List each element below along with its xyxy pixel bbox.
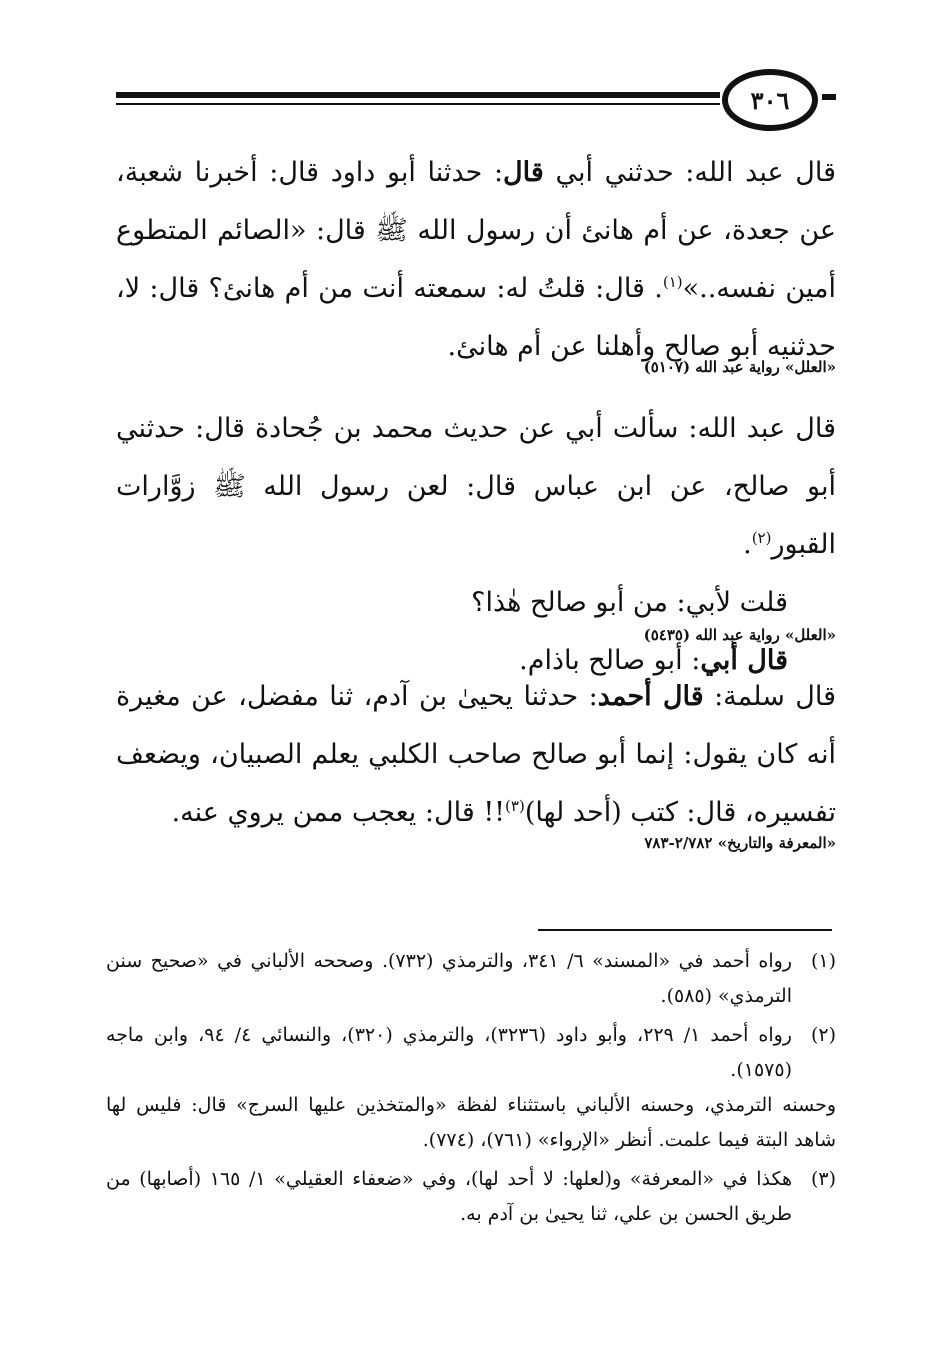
footnote-separator [538, 929, 832, 931]
entry-3-text: قال سلمة: قال أحمد: حدثنا يحيىٰ بن آدم، ثنا مفضل، عن مغيرة أنه كان يقول: إنما أبو صالح صاحب الكلبي يعلم الصبيان، ويضعف تفسيره، قال: كتب (أحد لها)$^{(٣)}$!! قال: يعجب ممن يروي عنه. [116, 681, 836, 828]
entry-2-text: قال عبد الله: سألت أبي عن حديث محمد بن جُحادة قال: حدثني أبو صالح، عن ابن عباس قال: لعن رسول الله ﷺ زوَّارات القبور$^{(٢)}$. [116, 413, 836, 560]
entry-2 [116, 400, 836, 690]
footnote-1: (١) رواه أحمد في «المسند» ٦/ ٣٤١، والترمذي (٧٣٢). وصححه الألباني في «صحيح سنن الترمذي» (٥٨٥). [106, 950, 836, 1007]
header-rule-thin [116, 103, 720, 105]
footnotes [106, 944, 836, 1232]
footnote-2-continued: وحسنه الترمذي، وحسنه الألباني باستثناء لفظة «والمتخذين عليها السرج» قال: فليس لها شاهد البتة فيما علمت. أنظر «الإرواء» (٧٦١)، (٧٧٤). [106, 1094, 836, 1151]
footnote-ref-2[interactable]: (٢) [751, 529, 772, 547]
footnote-ref-1[interactable]: (١) [662, 273, 683, 291]
entry-2-answer: قال أبي: أبو صالح باذام. [519, 645, 788, 676]
header-rule-thick [116, 92, 720, 98]
entry-1-source: «العلل» رواية عبد الله (٥١٠٧) [643, 358, 836, 376]
entry-3-source: «المعرفة والتاريخ» ٢/٧٨٢-٧٨٣ [644, 834, 836, 852]
entry-2-question: قلت لأبي: من أبو صالح هٰذا؟ [471, 587, 788, 618]
footnote-ref-3[interactable]: (٣) [505, 797, 525, 815]
footnote-2: (٢) رواه أحمد ١/ ٢٢٩، وأبو داود (٣٢٣٦)، والترمذي (٣٢٠)، والنسائي ٤/ ٩٤، وابن ماجه (١٥٧٥). [106, 1024, 836, 1081]
header-rule-right [822, 94, 836, 100]
footnote-3: (٣) هكذا في «المعرفة» و(لعلها: لا أحد لها)، وفي «ضعفاء العقيلي» ١/ ١٦٥ (أصابها) من طريق الحسن بن علي، ثنا يحيىٰ بن آدم به. [106, 1168, 836, 1225]
entry-1-text: قال عبد الله: حدثني أبي قال: حدثنا أبو داود قال: أخبرنا شعبة، عن جعدة، عن أم هانئ أن رسول الله ﷺ قال: «الصائم المتطوع أمين نفسه..»$^{(١)}$. قال: قلتُ له: سمعته أنت من أم هانئ؟ قال: لا، حدثنيه أبو صالح وأهلنا عن أم هانئ. [116, 157, 836, 362]
entry-2-source: «العلل» رواية عبد الله (٥٤٣٥) [643, 626, 836, 644]
page-header [116, 66, 836, 136]
page-number: ٣٠٦ [722, 69, 818, 131]
entry-1 [116, 144, 836, 376]
entry-3 [116, 668, 836, 842]
